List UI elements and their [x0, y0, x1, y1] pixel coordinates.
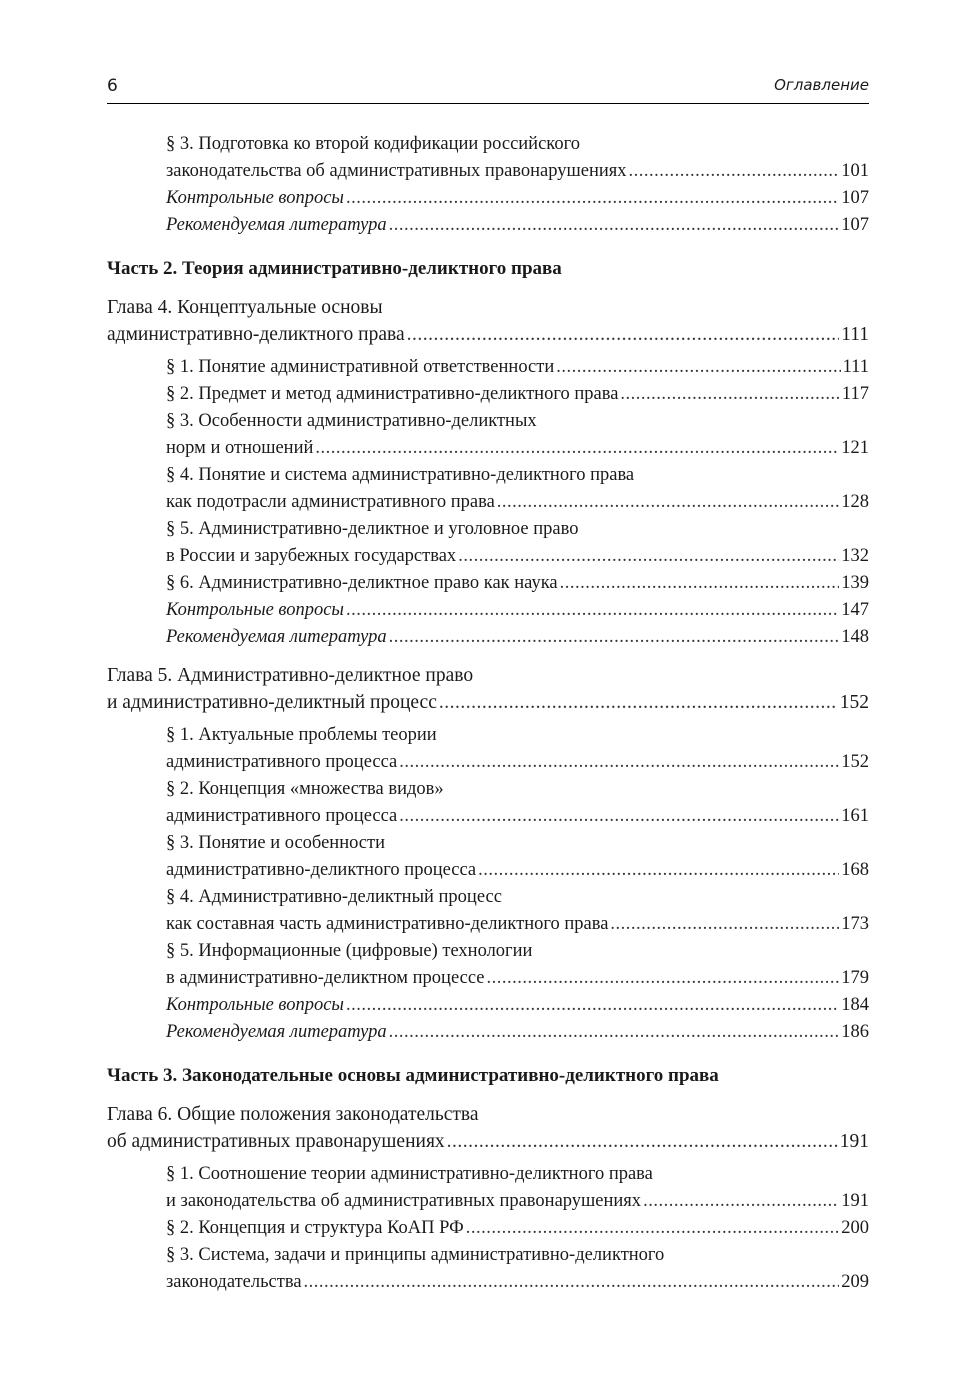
toc-page-number: 148 — [841, 627, 869, 647]
toc-page-number: 209 — [841, 1272, 869, 1292]
toc-entry-text: § 3. Подготовка ко второй кодификации российского — [166, 134, 580, 154]
toc-page-number: 186 — [841, 1022, 869, 1042]
toc-entry-text: § 5. Административно-деликтное и уголовное право — [166, 519, 579, 539]
toc-entry[interactable]: как составная часть административно-деликтного права ..... 173 — [107, 911, 869, 938]
toc-entry[interactable]: законодательства об административных правонарушениях ..... 101 — [107, 158, 869, 185]
toc-page-number: 111 — [841, 324, 869, 345]
toc-page-number: 161 — [841, 806, 869, 826]
toc-page-number: 152 — [841, 752, 869, 772]
chapter-entry[interactable]: и административно-деликтный процесс ..... 152 — [107, 689, 869, 716]
toc-page-number: 200 — [841, 1218, 869, 1238]
toc-entry-text: § 3. Особенности административно-деликтных — [166, 411, 537, 431]
toc-entry[interactable]: § 1. Понятие административной ответственности ..... 111 — [107, 354, 869, 381]
toc-entry[interactable]: в России и зарубежных государствах ..... 132 — [107, 543, 869, 570]
toc-page-number: 191 — [839, 1131, 869, 1152]
toc-entry[interactable]: в административно-деликтном процессе ..... 179 — [107, 965, 869, 992]
toc-entry-text: § 4. Понятие и система административно-деликтного права — [166, 465, 635, 485]
chapter-title: Глава 6. Общие положения законодательства — [107, 1104, 479, 1125]
toc-entry[interactable]: § 6. Административно-деликтное право как наука ..... 139 — [107, 570, 869, 597]
chapter-title: Глава 5. Административно-деликтное право — [107, 665, 474, 686]
toc-page-number: 101 — [841, 161, 869, 181]
toc-entry[interactable]: административного процесса ..... 161 — [107, 803, 869, 830]
toc-entry-questions[interactable]: Контрольные вопросы ..... 184 — [107, 992, 869, 1019]
toc-page-number: 184 — [841, 995, 869, 1015]
toc-page-number: 168 — [841, 860, 869, 880]
toc-entry-text: § 1. Актуальные проблемы теории — [166, 725, 437, 745]
running-head: Оглавление — [774, 76, 869, 94]
toc-page-number: 179 — [841, 968, 869, 988]
toc-entry-text: § 5. Информационные (цифровые) технологии — [166, 941, 533, 961]
toc-page-number: 111 — [842, 357, 869, 377]
part-heading[interactable]: Часть 2. Теория административно-деликтного права — [107, 258, 562, 279]
chapter-entry[interactable]: административно-деликтного права ..... 111 — [107, 321, 869, 348]
toc-page-number: 107 — [841, 215, 869, 235]
toc-entry[interactable]: как подотрасли административного права ..... 128 — [107, 489, 869, 516]
toc-page-number: 128 — [841, 492, 869, 512]
toc-page-number: 121 — [841, 438, 869, 458]
page-header — [107, 76, 869, 102]
toc-entry-text: § 4. Административно-деликтный процесс — [166, 887, 502, 907]
toc-page-number: 191 — [841, 1191, 869, 1211]
header-rule — [107, 103, 869, 104]
chapter-title: Глава 4. Концептуальные основы — [107, 297, 383, 318]
toc-page-number: 147 — [841, 600, 869, 620]
toc-entry[interactable]: законодательства ..... 209 — [107, 1269, 869, 1296]
toc-entry[interactable]: норм и отношений ..... 121 — [107, 435, 869, 462]
toc-entry-text: § 3. Система, задачи и принципы административно-деликтного — [166, 1245, 665, 1265]
chapter-entry[interactable]: об административных правонарушениях ..... 191 — [107, 1128, 869, 1155]
toc-page-number: 107 — [841, 188, 869, 208]
toc-entry[interactable]: § 2. Концепция и структура КоАП РФ ..... 200 — [107, 1215, 869, 1242]
toc-entry[interactable]: административно-деликтного процесса ..... 168 — [107, 857, 869, 884]
toc-entry-literature[interactable]: Рекомендуемая литература ..... 148 — [107, 624, 869, 651]
part-heading[interactable]: Часть 3. Законодательные основы административно-деликтного права — [107, 1065, 719, 1086]
toc-entry-literature[interactable]: Рекомендуемая литература ..... 186 — [107, 1019, 869, 1046]
toc-entry-text: § 2. Концепция «множества видов» — [166, 779, 444, 799]
toc-page-number: 139 — [841, 573, 869, 593]
toc-entry-text: § 3. Понятие и особенности — [166, 833, 386, 853]
toc-page-number: 173 — [841, 914, 869, 934]
page-number: 6 — [107, 76, 118, 96]
toc-page-number: 152 — [839, 692, 869, 713]
toc-page-number: 132 — [841, 546, 869, 566]
toc-page-number: 117 — [841, 384, 869, 404]
table-of-contents — [107, 131, 869, 1296]
toc-entry[interactable]: § 2. Предмет и метод административно-деликтного права ..... 117 — [107, 381, 869, 408]
toc-entry[interactable]: административного процесса ..... 152 — [107, 749, 869, 776]
toc-entry-questions[interactable]: Контрольные вопросы ..... 107 — [107, 185, 869, 212]
toc-entry-literature[interactable]: Рекомендуемая литература ..... 107 — [107, 212, 869, 239]
toc-entry-questions[interactable]: Контрольные вопросы ..... 147 — [107, 597, 869, 624]
toc-entry-text: § 1. Соотношение теории административно-деликтного права — [166, 1164, 653, 1184]
toc-entry[interactable]: и законодательства об административных правонарушениях ..... 191 — [107, 1188, 869, 1215]
